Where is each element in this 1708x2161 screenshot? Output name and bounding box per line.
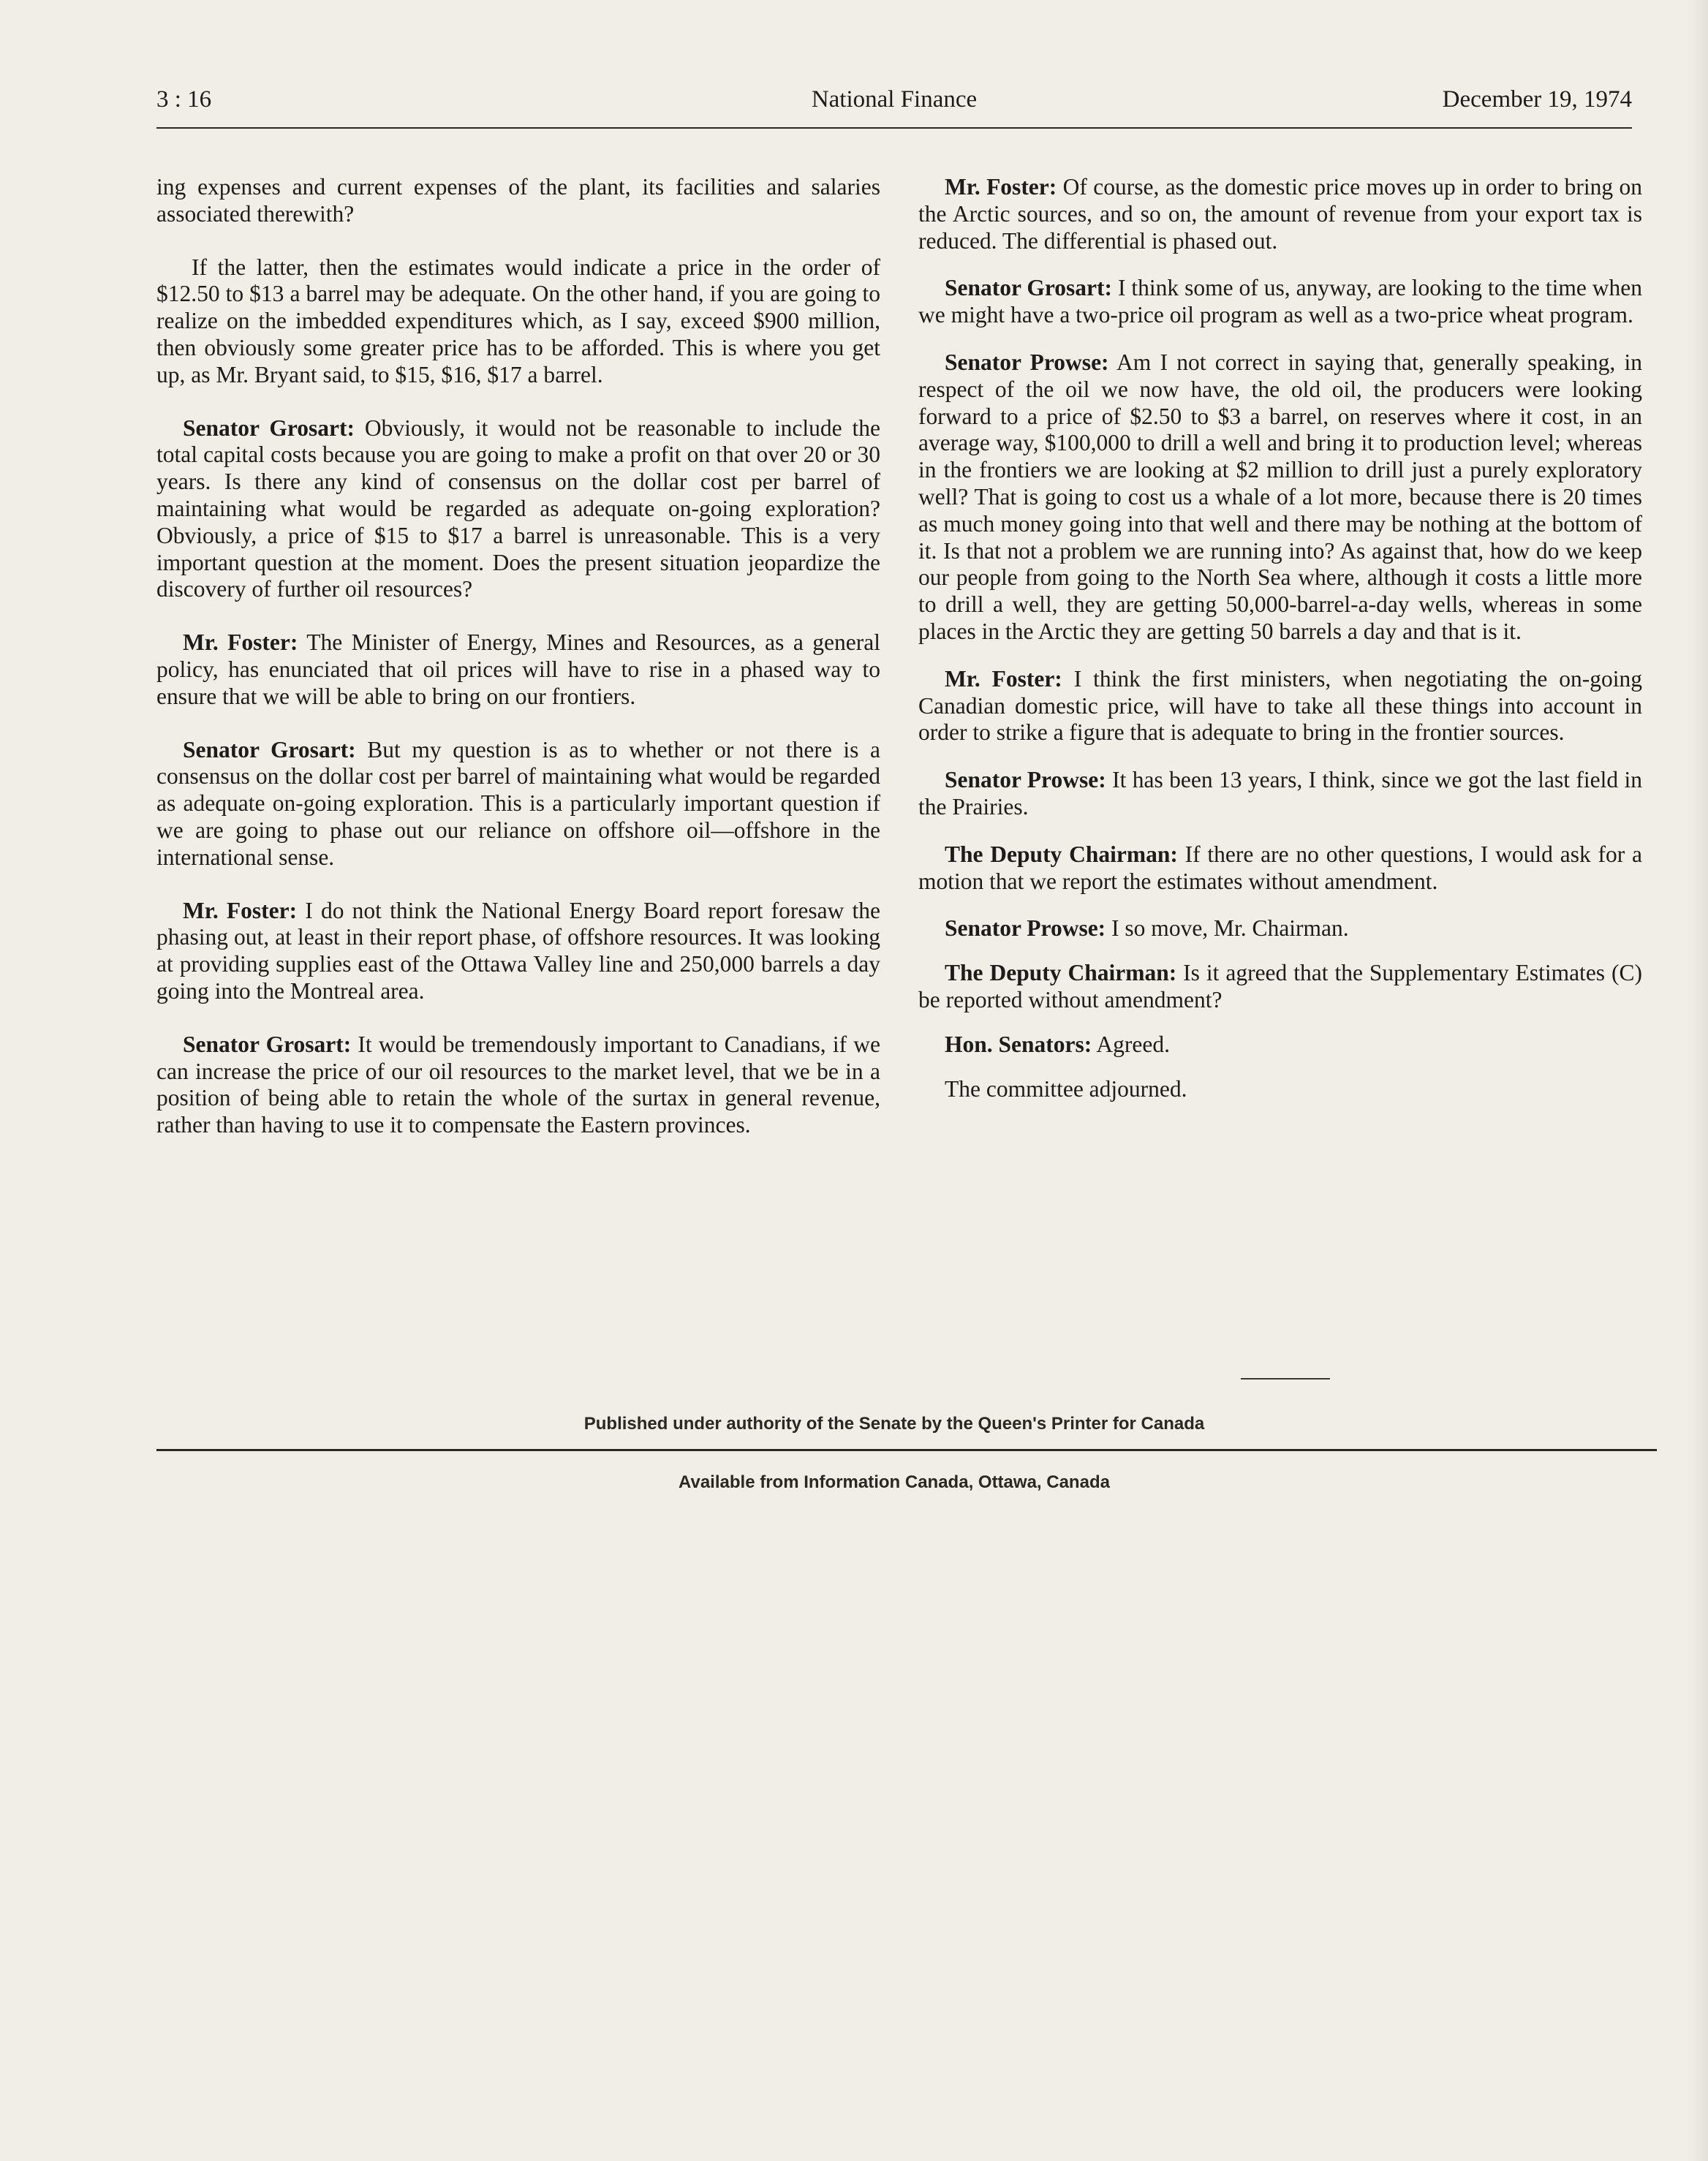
paragraph: [156, 174, 880, 228]
speaker-name: Senator Prowse:: [945, 767, 1106, 793]
speech-paragraph: [918, 915, 1642, 942]
page-number: 3 : 16: [156, 86, 212, 113]
speaker-name: Senator Grosart:: [183, 415, 355, 441]
speaker-name: Senator Grosart:: [183, 1031, 352, 1057]
speaker-name: Senator Prowse:: [945, 349, 1109, 375]
speech-paragraph: [156, 629, 880, 710]
speaker-name: Senator Grosart:: [183, 736, 356, 762]
speech-paragraph: [156, 1032, 880, 1139]
speech-text: But my question is as to whether or not there is a consensus on the dollar cost per barrel of maintaining what would be regarded as adequate on-going exploration. This is a particularly important question if we are going to phase out our reliance on offshore oil—offshore in the international sense.: [156, 736, 880, 870]
speaker-name: Mr. Foster:: [183, 897, 298, 923]
speech-text: I do not think the National Energy Board report foresaw the phasing out, at least in their report phase, of offshore resources. It was looking at providing supplies east of the Ottawa Valley line and 250,000 barrels a day going into the Montreal area.: [156, 897, 881, 1004]
speech-text: Obviously, it would not be reasonable to include the total capital costs because you are going to make a profit on that over 20 or 30 years. Is there any kind of consensus on the dollar cost per barrel of maintaining what would be regarded as adequate on-going exploration? Obviously, a price of $15 to $17 a barrel is unreasonable. This is a very important question at the moment. Does the present situation jeopardize the discovery of further oil resources?: [156, 415, 881, 602]
right-column: [918, 174, 1642, 1102]
paragraph-text: The committee adjourned.: [945, 1075, 1187, 1102]
speech-text: I think some of us, anyway, are looking to the time when we might have a two-price oil program as well as a two-price wheat program.: [918, 275, 1642, 328]
published-notice: Published under authority of the Senate by the Queen's Printer for Canada: [583, 1414, 1205, 1434]
publication-title: National Finance: [811, 86, 978, 113]
speech-paragraph: [156, 898, 880, 1005]
speech-text: Of course, as the domestic price moves up in order to bring on the Arctic sources, and so on, the amount of revenue from your export tax is reduced. The differential is phased out.: [918, 174, 1642, 254]
speech-text: It would be tremendously important to Canadians, if we can increase the price of our oil resources to the market level, that we be in a position of being able to retain the whole of the surtax in general revenue, rather than having to use it to compensate the Eastern provinces.: [156, 1031, 880, 1138]
paragraph-text: If the latter, then the estimates would indicate a price in the order of $12.50 to $13 a barrel may be adequate. On the other hand, if you are going to realize on the imbedded expenditures which, as I say, exceed $900 million, then obviously some greater price has to be afforded. This is where you get up, as Mr. Bryant said, to $15, $16, $17 a barrel.: [156, 254, 880, 387]
speaker-name: The Deputy Chairman:: [945, 841, 1178, 867]
speech-paragraph: [918, 275, 1642, 329]
speech-paragraph: [156, 415, 880, 604]
speech-paragraph: [156, 737, 880, 871]
adjournment-note: [918, 1076, 1642, 1103]
footer-rule: [156, 1449, 1657, 1451]
speech-paragraph: [918, 666, 1642, 746]
speaker-name: Mr. Foster:: [183, 629, 298, 656]
speaker-name: Hon. Senators:: [945, 1031, 1092, 1057]
speech-text: Agreed.: [1096, 1031, 1170, 1057]
speech-text: I think the first ministers, when negotiating the on-going Canadian domestic price, will have to take all these things into account in order to strike a figure that is adequate to bring in the frontier sources.: [918, 665, 1643, 746]
speaker-name: Senator Grosart:: [945, 275, 1113, 301]
speech-text: If there are no other questions, I would ask for a motion that we report the estimates without amendment.: [918, 841, 1643, 894]
speech-paragraph: [918, 174, 1642, 254]
speech-paragraph: [918, 841, 1642, 896]
page-header: [156, 86, 1632, 124]
speaker-name: Mr. Foster:: [945, 665, 1062, 692]
header-rule: [156, 127, 1632, 129]
speech-text: The Minister of Energy, Mines and Resources, as a general policy, has enunciated that oil prices will have to rise in a phased way to ensure that we will be able to bring on our frontiers.: [156, 629, 880, 709]
availability-notice: Available from Information Canada, Ottawa, Canada: [679, 1472, 1110, 1492]
closing-rule: [1241, 1378, 1330, 1380]
paragraph: [156, 254, 880, 389]
speaker-name: The Deputy Chairman:: [945, 960, 1177, 986]
speech-text: Am I not correct in saying that, generally speaking, in respect of the oil we now have, the old oil, the producers were looking forward to a price of $2.50 to $3 a barrel, on reserves where it cost, in an average way, $100,000 to drill a well and bring it to production level; whereas in the frontiers we are looking at $2 million to drill just a purely exploratory well? That is going to cost us a whale of a lot more, because there is 20 times as much money going into that well and there may be nothing at the bottom of it. Is that not a problem we are running into? As against that, how do we keep our people from going to the North Sea where, although it costs a little more to drill a well, they are getting 50,000-barrel-a-day wells, whereas in some places in the Arctic they are getting 50 barrels a day and that is it.: [918, 349, 1642, 644]
left-column: [156, 174, 880, 1139]
speech-text: It has been 13 years, I think, since we got the last field in the Prairies.: [918, 767, 1643, 820]
speaker-name: Senator Prowse:: [945, 915, 1106, 942]
speech-text: I so move, Mr. Chairman.: [1111, 915, 1349, 942]
speech-text: Is it agreed that the Supplementary Estimates (C) be reported without amendment?: [918, 960, 1643, 1013]
issue-date: December 19, 1974: [1442, 86, 1632, 113]
speaker-name: Mr. Foster:: [945, 174, 1057, 200]
paragraph-text: ing expenses and current expenses of the plant, its facilities and salaries associated therewith?: [156, 174, 880, 227]
speech-paragraph: [918, 960, 1642, 1014]
speech-paragraph: [918, 767, 1642, 821]
speech-paragraph: [918, 1032, 1642, 1059]
speech-paragraph: [918, 349, 1642, 646]
